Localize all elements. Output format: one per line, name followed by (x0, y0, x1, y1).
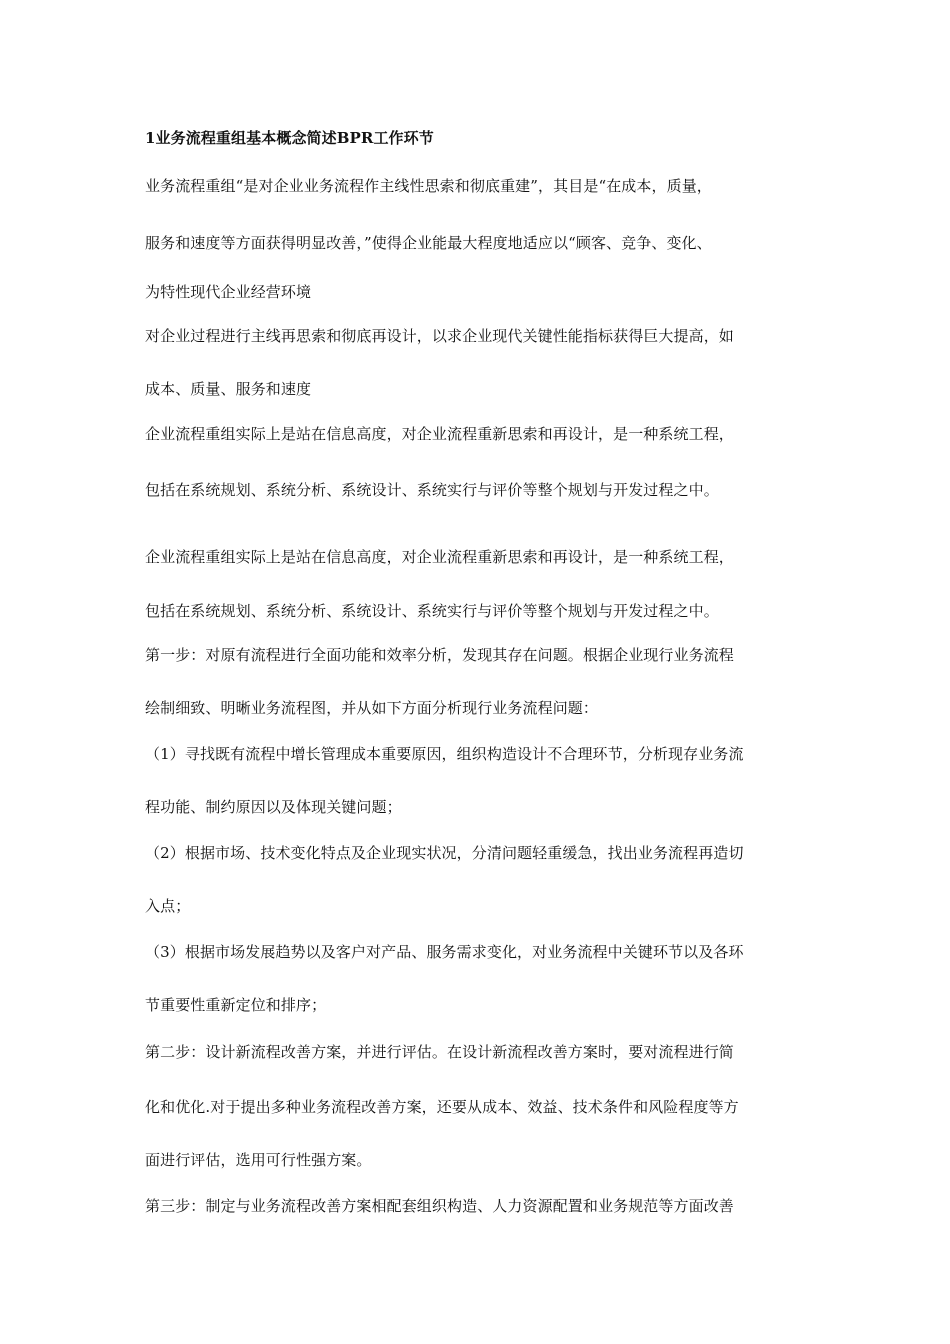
text-line-14: （2）根据市场、技术变化特点及企业现实状况，分清问题轻重缓急，找出业务流程再造切 (145, 844, 744, 862)
text-line-6: 企业流程重组实际上是站在信息高度，对企业流程重新思索和再设计，是一种系统工程， (145, 425, 734, 443)
text-line-3: 为特性现代企业经营环境 (145, 283, 312, 301)
text-line-1: 业务流程重组“是对企业业务流程作主线性思索和彻底重建”，其目是“在成本，质量， (145, 177, 712, 195)
text-line-12: （1）寻找既有流程中增长管理成本重要原因，组织构造设计不合理环节，分析现存业务流 (145, 745, 744, 763)
text-line-13: 程功能、制约原因以及体现关键问题； (145, 798, 402, 816)
text-line-2: 服务和速度等方面获得明显改善，”使得企业能最大程度地适应以“顾客、竞争、变化、 (145, 234, 712, 252)
text-line-9: 包括在系统规划、系统分析、系统设计、系统实行与评价等整个规划与开发过程之中。 (145, 602, 719, 620)
text-line-17: 节重要性重新定位和排序； (145, 996, 327, 1014)
text-line-10: 第一步：对原有流程进行全面功能和效率分析，发现其存在问题。根据企业现行业务流程 (145, 646, 734, 664)
text-line-15: 入点； (145, 897, 191, 915)
text-line-19: 化和优化.对于提出多种业务流程改善方案，还要从成本、效益、技术条件和风险程度等方 (145, 1098, 739, 1116)
text-line-16: （3）根据市场发展趋势以及客户对产品、服务需求变化，对业务流程中关键环节以及各环 (145, 943, 744, 961)
text-line-20: 面进行评估，选用可行性强方案。 (145, 1151, 372, 1169)
document-heading: 1业务流程重组基本概念简述BPR工作环节 (145, 129, 434, 147)
text-line-18: 第二步：设计新流程改善方案，并进行评估。在设计新流程改善方案时，要对流程进行简 (145, 1043, 734, 1061)
text-line-4: 对企业过程进行主线再思索和彻底再设计，以求企业现代关键性能指标获得巨大提高，如 (145, 327, 734, 345)
text-line-5: 成本、质量、服务和速度 (145, 380, 312, 398)
text-line-8: 企业流程重组实际上是站在信息高度，对企业流程重新思索和再设计，是一种系统工程， (145, 548, 734, 566)
text-line-21: 第三步：制定与业务流程改善方案相配套组织构造、人力资源配置和业务规范等方面改善 (145, 1197, 734, 1215)
text-line-11: 绘制细致、明晰业务流程图，并从如下方面分析现行业务流程问题： (145, 699, 599, 717)
text-line-7: 包括在系统规划、系统分析、系统设计、系统实行与评价等整个规划与开发过程之中。 (145, 481, 719, 499)
